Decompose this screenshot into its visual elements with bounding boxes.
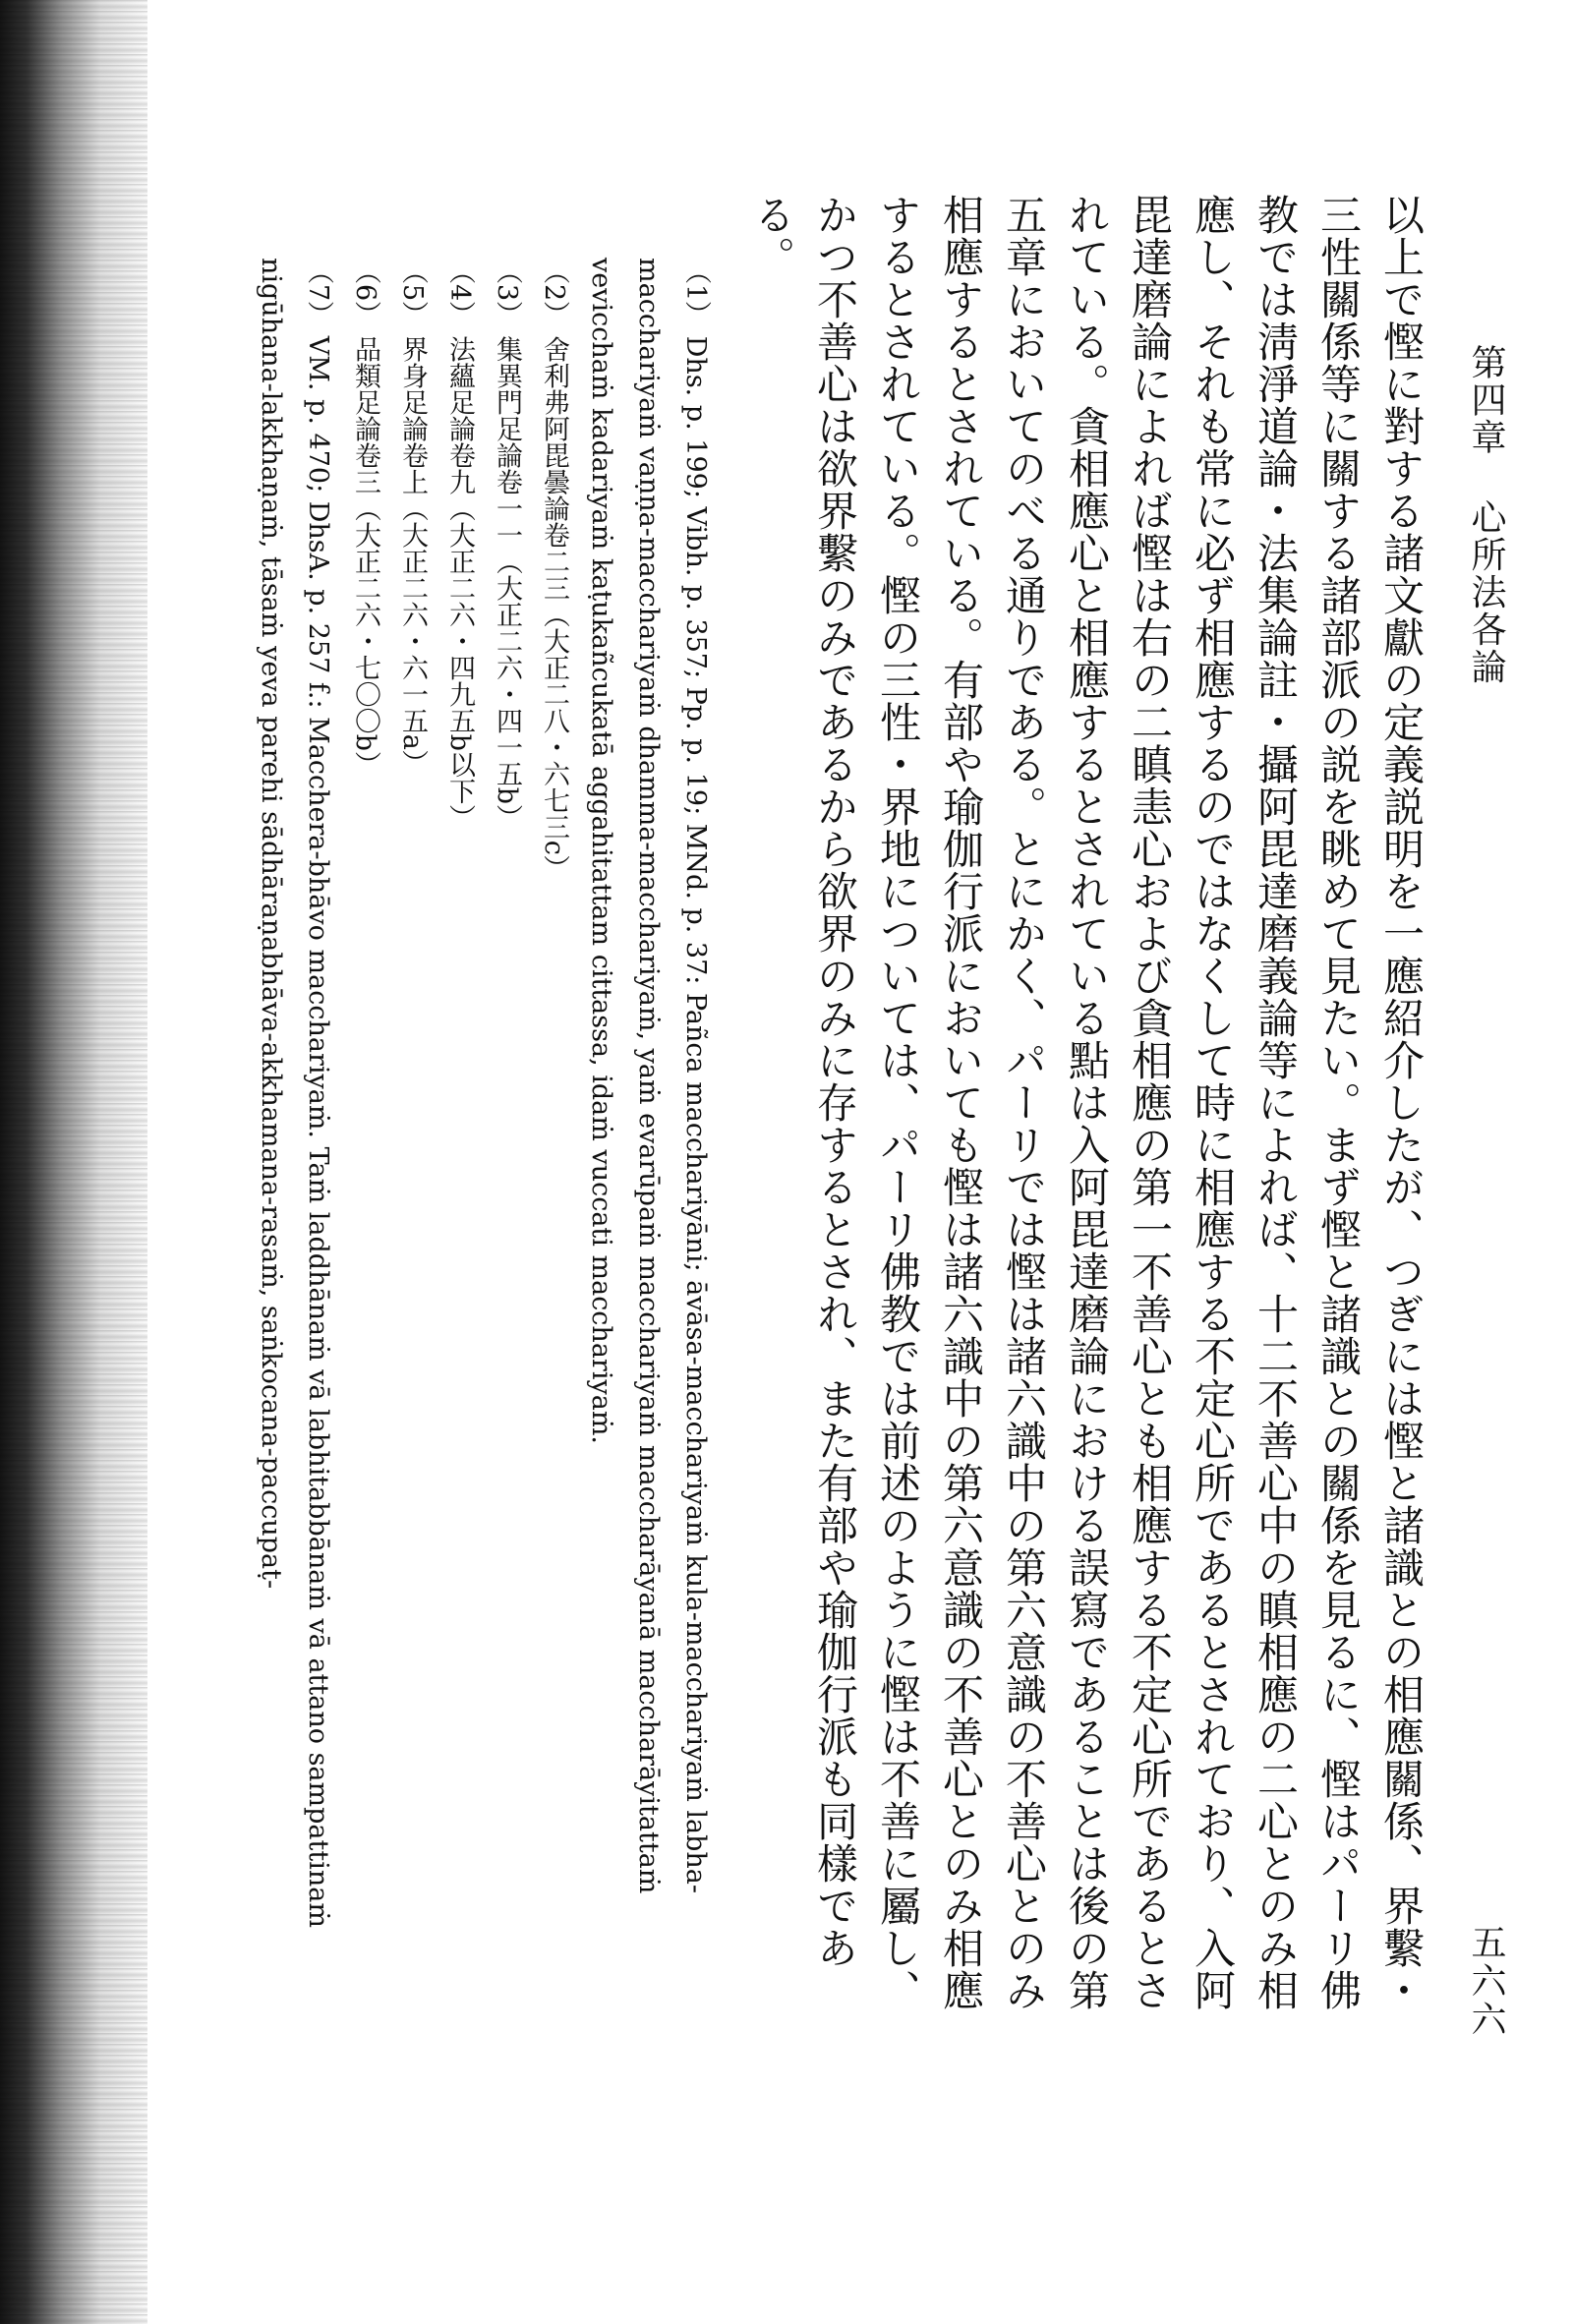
page-number: 五六六: [1466, 1924, 1506, 2039]
footnote-number: （4）: [444, 258, 475, 328]
footnote-number: （6）: [350, 258, 380, 328]
main-text: [740, 194, 1432, 2042]
chapter-title: 心所法各論: [1466, 498, 1506, 686]
footnote-text: VM. p. 470; DhsA. p. 257 f.: Macchera-bhāvo macchariyaṁ. Taṁ laddhānaṁ vā labhitabbānaṁ vā attano sampattinaṁ nigūhana-lakkhaṇaṁ, tāsaṁ yeva parehi sādhāraṇabhāva-akkhamana-rasaṁ, saṅkocana-paccupaṭ-: [256, 258, 333, 1928]
footnote-number: （7）: [303, 258, 333, 328]
footnote-number: （2）: [539, 258, 569, 328]
footnote-text: 品類足論卷三（大正二六・七〇〇b）: [350, 335, 380, 779]
footnote-text: 法蘊足論卷九（大正二六・四九五b以下）: [444, 335, 475, 832]
footnote-number: （1）: [680, 258, 711, 328]
footnote-number: （3）: [492, 258, 522, 328]
footnote-text: Dhs. p. 199; Vibh. p. 357; Pp. p. 19; MNd. p. 37: Pañca macchariyāni; āvāsa-macchariyaṁ kula-macchariyaṁ labha-macchariyaṁ vaṇṇa-macchariyaṁ dhamma-macchariyaṁ, yaṁ evarūpaṁ macchariyaṁ maccharāyanā maccharāyitattaṁ vevicchaṁ kadariyaṁ kaṭukañcukatā aggahitattam cittassa, idaṁ vuccati macchariyaṁ.: [586, 258, 711, 1894]
footnote-number: （5）: [397, 258, 428, 328]
footnote-text: 界身足論卷上（大正二六・六一五a）: [397, 335, 428, 777]
footnote-item: [436, 258, 483, 2027]
chapter-label: 第四章: [1466, 344, 1506, 456]
footnote-item: [483, 258, 530, 2027]
footnote-text: 舍利弗阿毘曇論卷二三（大正二八・六七三c）: [539, 335, 569, 882]
scan-shadow: [0, 0, 147, 2324]
body-paragraph: 以上で慳に對する諸文獻の定義説明を一應紹介したが、つぎには慳と諸識との相應關係、界繫・三性關係等に關する諸部派の説を眺めて見たい。まず慳と諸識との關係を見るに、慳はパーリ佛教では淸淨道論・法集論註・攝阿毘達磨義論等によれば、十二不善心中の瞋相應の二心とのみ相應し、それも常に必ず相應するのではなくして時に相應する不定心所であるとされており、入阿毘達磨論によれば慳は右の二瞋恚心および貪相應の第一不善心とも相應する不定心所であるとされている。貪相應心と相應するとされている點は入阿毘達磨論における誤寫であることは後の第五章においてのべる通りである。とにかく、パーリでは慳は諸六識中の第六意識の不善心とのみ相應するとされている。有部や瑜伽行派においても慳は諸六識中の第六意識の不善心とのみ相應するとされている。慳の三性・界地については、パーリ佛教では前述のように慳は不善に屬し、かつ不善心は欲界繫のみであるから欲界のみに存するとされ、また有部や瑜伽行派も同樣である。: [748, 194, 1426, 2011]
footnotes: [247, 258, 719, 2027]
footnote-text: 集異門足論卷一一（大正二六・四一五b）: [492, 335, 522, 832]
footnote-item: [530, 258, 577, 2027]
footnote-item: [388, 258, 436, 2027]
footnote-item: [577, 258, 719, 2027]
running-header: [1461, 344, 1511, 685]
footnote-item: [247, 258, 341, 2027]
footnote-item: [341, 258, 388, 2027]
